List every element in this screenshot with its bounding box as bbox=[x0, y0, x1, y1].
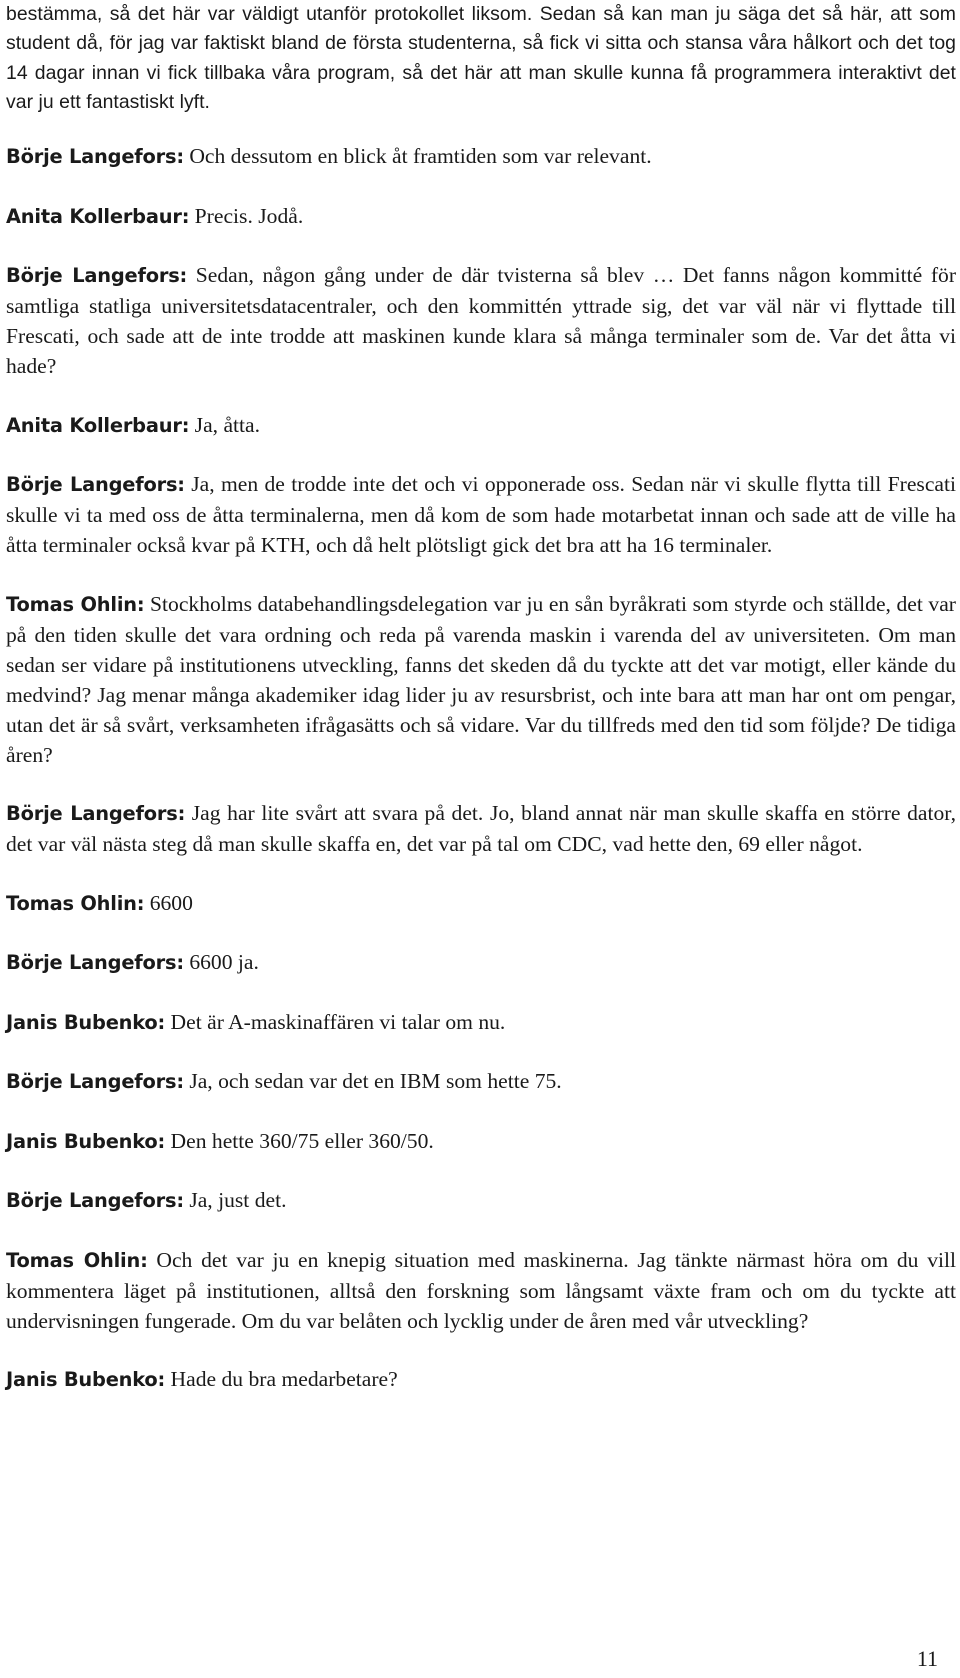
document-page bbox=[6, 0, 956, 1424]
turn-text: Jag har lite svårt att svara på det. Jo, bland annat när man skulle skaffa en större dator, det var väl nästa steg då man skulle skaffa en, det var på tal om CDC, vad hette den, 69 eller något. bbox=[6, 801, 957, 857]
speaker-name: Janis Bubenko: bbox=[6, 1368, 166, 1392]
speaker-name: Anita Kollerbaur: bbox=[6, 413, 190, 437]
turn-text: Och dessutom en blick åt framtiden som var relevant. bbox=[189, 144, 652, 169]
turn-3 bbox=[6, 260, 956, 381]
speaker-name: Tomas Ohlin: bbox=[6, 592, 145, 616]
speaker-name: Börje Langefors: bbox=[6, 264, 188, 288]
turn-11 bbox=[6, 1066, 956, 1097]
page-number: 11 bbox=[916, 1646, 938, 1671]
speaker-name: Börje Langefors: bbox=[6, 145, 184, 169]
turn-text: Hade du bra medarbetare? bbox=[170, 1367, 398, 1392]
turn-6 bbox=[6, 589, 956, 770]
turn-text: Den hette 360/75 eller 360/50. bbox=[170, 1128, 434, 1153]
turn-text: 6600 bbox=[149, 890, 193, 915]
turn-15 bbox=[6, 1364, 956, 1395]
turn-12 bbox=[6, 1126, 956, 1157]
turn-5 bbox=[6, 469, 956, 560]
turn-10 bbox=[6, 1007, 956, 1038]
speaker-name: Börje Langefors: bbox=[6, 1189, 184, 1213]
speaker-name: Börje Langefors: bbox=[6, 1070, 184, 1094]
speaker-name: Tomas Ohlin: bbox=[6, 1248, 148, 1272]
turn-text: Sedan, någon gång under de där tvisterna så blev … Det fanns någon kommitté för samtliga statliga universitetsdatacentraler, och den kommittén yttrade sig, det var väl när vi flyttade till Frescati, och sade att de inte trodde att maskinen kunde klara så många terminaler som de. Var det åtta vi hade? bbox=[6, 263, 957, 379]
turn-text: Precis. Jodå. bbox=[194, 203, 304, 228]
intro-paragraph: bestämma, så det här var väldigt utanför protokollet liksom. Sedan så kan man ju säga det så här, att som student då, för jag var faktiskt bland de första studenterna, så fick vi sitta och stansa våra hålkort och det tog 14 dagar innan vi fick tillbaka våra program, så det här att man skulle kunna få programmera interaktivt det var ju ett fantastiskt lyft. bbox=[6, 3, 956, 113]
turn-1 bbox=[6, 141, 956, 172]
turn-7 bbox=[6, 798, 956, 859]
turn-2 bbox=[6, 201, 956, 232]
speaker-name: Börje Langefors: bbox=[6, 473, 185, 497]
speaker-name: Janis Bubenko: bbox=[6, 1010, 166, 1034]
turn-14 bbox=[6, 1245, 956, 1336]
turn-13 bbox=[6, 1185, 956, 1216]
turn-text: 6600 ja. bbox=[189, 950, 259, 975]
turn-text: Ja, just det. bbox=[189, 1188, 287, 1213]
turn-8 bbox=[6, 888, 956, 919]
speaker-name: Tomas Ohlin: bbox=[6, 891, 145, 915]
turn-text: Stockholms databehandlingsdelegation var ju en sån byråkrati som styrde och ställde, det var på den tiden skulle det vara ordning och reda på varenda maskin i varenda del av universiteten. Om man sedan ser vidare på institutionens utveckling, fanns det skeden då du tyckte att det var motigt, eller kände du medvind? Jag menar många akademiker idag lider ju av resursbrist, och inte bara att man har ont om pengar, utan det är så svårt, verksamheten ifrågasätts och så vidare. Var du tillfreds med den tid som följde? De tidiga åren? bbox=[6, 591, 956, 767]
turn-text: Ja, åtta. bbox=[194, 412, 261, 437]
turn-text: Och det var ju en knepig situation med maskinerna. Jag tänkte närmast höra om du vill kommentera läget på institutionen, alltså den forskning som långsamt växte fram och om du tyckte att undervisningen fungerade. Om du var belåten och lycklig under de åren med vår utveckling? bbox=[6, 1247, 956, 1333]
turn-text: Ja, men de trodde inte det och vi opponerade oss. Sedan när vi skulle flytta till Frescati skulle vi ta med oss de åtta terminalerna, men då kom de som hade motarbetat innan och sade att de ville ha åtta terminaler också kvar på KTH, och då helt plötsligt gick det bra att ha 16 terminaler. bbox=[6, 472, 957, 558]
speaker-name: Börje Langefors: bbox=[6, 802, 186, 826]
turn-4 bbox=[6, 410, 956, 441]
speaker-name: Anita Kollerbaur: bbox=[6, 204, 190, 228]
turn-9 bbox=[6, 947, 956, 978]
speaker-name: Börje Langefors: bbox=[6, 951, 184, 975]
turn-text: Ja, och sedan var det en IBM som hette 75. bbox=[189, 1069, 562, 1094]
turn-text: Det är A-maskinaffären vi talar om nu. bbox=[170, 1009, 506, 1034]
speaker-name: Janis Bubenko: bbox=[6, 1129, 166, 1153]
